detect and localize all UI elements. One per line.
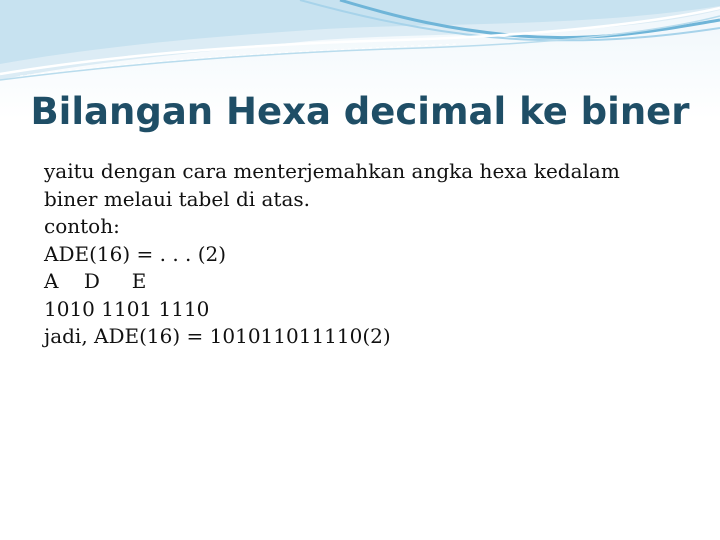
body-line: yaitu dengan cara menterjemahkan angka hexa kedalam bbox=[44, 159, 620, 183]
body-line: biner melaui tabel di atas. bbox=[44, 186, 311, 211]
wave-decoration bbox=[0, 0, 720, 100]
body-line: A D E bbox=[44, 269, 147, 293]
slide-body bbox=[44, 158, 694, 351]
slide-title: Bilangan Hexa decimal ke biner bbox=[30, 90, 690, 133]
body-line: 1010 1101 1110 bbox=[44, 296, 210, 321]
body-line: ADE(16) = . . . (2) bbox=[44, 241, 227, 266]
body-line: contoh: bbox=[44, 214, 120, 238]
body-line: jadi, ADE(16) = 101011011110(2) bbox=[44, 324, 391, 348]
